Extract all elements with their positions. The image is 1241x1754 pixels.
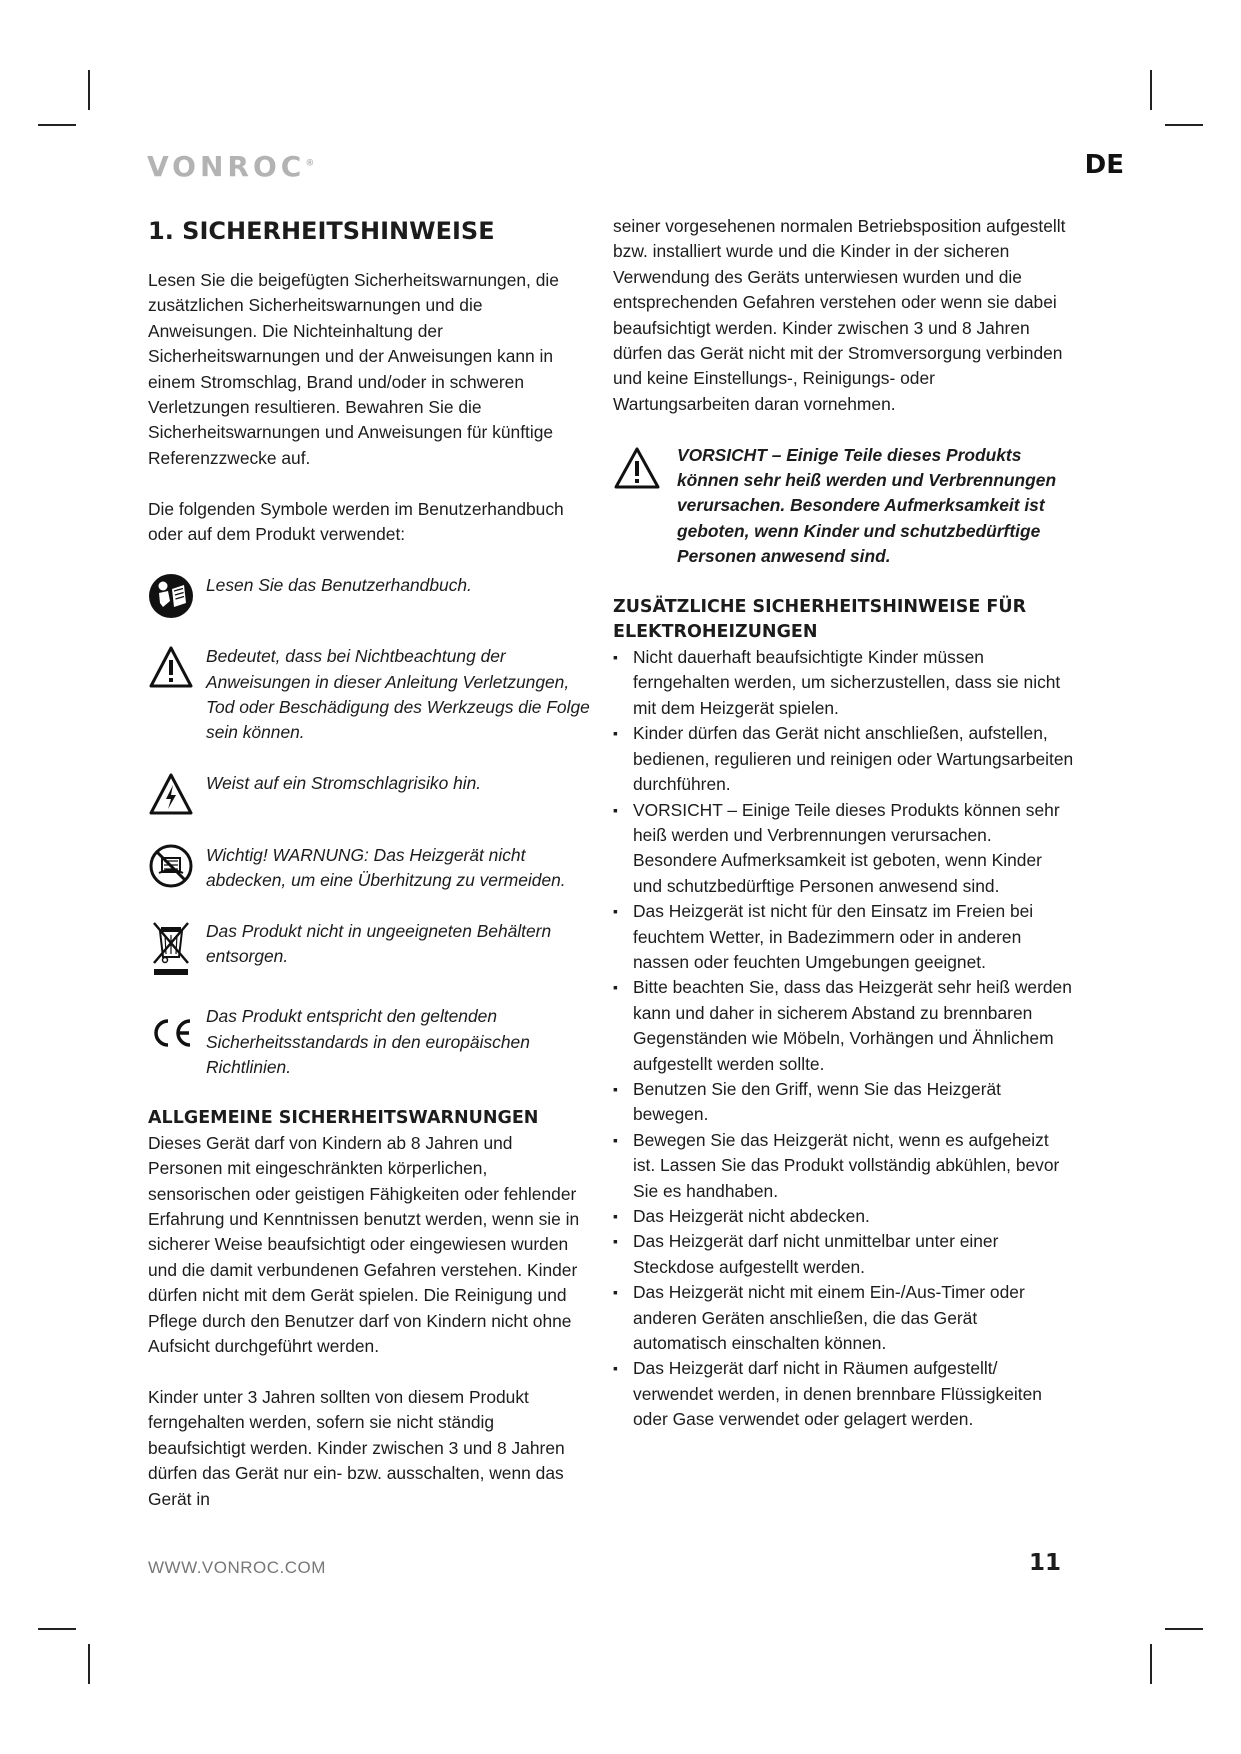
list-item: ▪ Das Heizgerät ist nicht für den Einsatz im Freien bei feuchtem Wetter, in Badezimmern oder in anderen nassen oder feuchten Umgebungen geeignet. [613,899,1075,975]
general-paragraph: Dieses Gerät darf von Kindern ab 8 Jahren und Personen mit eingeschränkten körperlichen, sensorischen oder geistigen Fähigkeiten oder fehlender Erfahrung und Kenntnissen benutzt werden, wenn sie in sicherer Weise beaufsichtigt oder eingewiesen wurden und die damit verbundenen Gefahren verstehen. Kinder dürfen nicht mit dem Gerät spielen. Die Reinigung und Pflege durch den Benutzer darf von Kindern nicht ohne Aufsicht durchgeführt werden. [148,1132,580,1357]
symbol-description: Wichtig! WARNUNG: Das Heizgerät nicht abdecken, um eine Überhitzung zu vermeiden. [206,844,566,891]
ce-mark-icon [148,1018,194,1048]
read-manual-icon [148,573,194,619]
crop-mark [1165,124,1203,126]
list-item: ▪ VORSICHT – Einige Teile dieses Produkts können sehr heiß werden und Verbrennungen verursachen. Besondere Aufmerksamkeit ist geboten, wenn Kinder und schutzbedürftige Personen anwesend sind. [613,798,1075,900]
caution-text: VORSICHT – Einige Teile dieses Produkts können sehr heiß werden und Verbrennungen verursachen. Besondere Aufmerksamkeit ist geboten, wenn Kinder und schutzbedürftige Personen anwesend sind. [677,444,1057,567]
warning-triangle-icon [148,644,194,690]
symbol-description: Das Produkt entspricht den geltenden Sicherheitsstandards in den europäischen Richtlinien. [206,1006,530,1078]
symbol-row [148,1004,590,1080]
symbol-description: Das Produkt nicht in ungeeigneten Behältern entsorgen. [206,920,552,967]
electric-shock-icon [148,771,194,817]
caution-block [613,443,1075,570]
general-paragraph: Kinder unter 3 Jahren sollten von diesem Produkt ferngehalten werden, sofern sie nicht ständig beaufsichtigt werden. Kinder zwischen 3 und 8 Jahren dürfen das Gerät nur ein- bzw. ausschalten, wenn das Gerät in [148,1386,565,1509]
symbol-row [148,771,590,817]
list-item: ▪ Kinder dürfen das Gerät nicht anschließen, aufstellen, bedienen, regulieren und reinigen oder Wartungsarbeiten durchführen. [613,721,1075,797]
footer-url[interactable]: WWW.VONROC.COM [148,1558,326,1577]
do-not-cover-icon [148,843,194,889]
language-code: DE [1084,150,1124,180]
symbol-row [148,919,590,979]
extra-safety-heading: ZUSÄTZLICHE SICHERHEITSHINWEISE FÜR ELEKTROHEIZUNGEN [613,597,1027,643]
crop-mark [1165,1628,1203,1630]
continuation-paragraph: seiner vorgesehenen normalen Betriebsposition aufgestellt bzw. installiert wurde und die Kinder in der sicheren Verwendung des Geräts unterwiesen wurden und die entsprechenden Gefahren verstehen oder wenn sie dabei beaufsichtigt werden. Kinder zwischen 3 und 8 Jahren dürfen das Gerät nicht mit der Stromversorgung verbinden und keine Einstellungs-, Reinigungs- oder Wartungsarbeiten daran vornehmen. [613,216,1066,414]
crop-mark [1150,1644,1152,1684]
intro-paragraph: Lesen Sie die beigefügten Sicherheitswarnungen, die zusätzlichen Sicherheitswarnungen und die Anweisungen. Die Nichteinhaltung der Sicherheitswarnungen und der Anweisungen kann in einem Stromschlag, Brand und/oder in schweren Verletzungen resultieren. Bewahren Sie die Sicherheitswarnungen und Anweisungen für künftige Referenzzwecke auf. [148,270,559,468]
list-item: ▪ Das Heizgerät darf nicht unmittelbar unter einer Steckdose aufgestellt werden. [613,1229,1075,1280]
crop-mark [88,70,90,110]
list-item: ▪ Benutzen Sie den Griff, wenn Sie das Heizgerät bewegen. [613,1077,1075,1128]
page-number: 11 [1028,1550,1061,1576]
list-item: ▪ Bitte beachten Sie, dass das Heizgerät sehr heiß werden kann und daher in sicherem Abstand zu brennbaren Gegenständen wie Möbeln, Vorhängen und Ähnlichem aufgestellt werden sollte. [613,975,1075,1077]
symbol-row [148,573,590,619]
symbol-row [148,644,590,746]
crop-mark [38,124,76,126]
warning-triangle-icon [613,445,661,491]
brand-logo: VONROC® [147,150,315,183]
left-column [148,214,590,1537]
list-item: ▪ Das Heizgerät nicht mit einem Ein-/Aus-Timer oder anderen Geräten anschließen, die das Gerät automatisch einschalten können. [613,1280,1075,1356]
right-column [613,214,1075,1433]
safety-list [613,645,1075,1433]
symbol-description: Weist auf ein Stromschlagrisiko hin. [206,773,482,794]
symbol-description: Lesen Sie das Benutzerhandbuch. [206,574,472,595]
section-heading: 1. SICHERHEITSHINWEISE [148,217,495,245]
list-item: ▪ Das Heizgerät nicht abdecken. [613,1204,1075,1229]
weee-bin-icon [148,919,194,979]
list-item: ▪ Bewegen Sie das Heizgerät nicht, wenn es aufgeheizt ist. Lassen Sie das Produkt vollständig abkühlen, bevor Sie es handhaben. [613,1128,1075,1204]
list-item: ▪ Das Heizgerät darf nicht in Räumen aufgestellt/ verwendet werden, in denen brennbare Flüssigkeiten oder Gase verwendet oder gelagert werden. [613,1356,1075,1432]
symbol-row [148,843,590,894]
crop-mark [88,1644,90,1684]
symbols-intro: Die folgenden Symbole werden im Benutzerhandbuch oder auf dem Produkt verwendet: [148,498,564,545]
crop-mark [1150,70,1152,110]
crop-mark [38,1628,76,1630]
general-warnings-heading: ALLGEMEINE SICHERHEITSWARNUNGEN [148,1107,539,1128]
symbol-description: Bedeutet, dass bei Nichtbeachtung der Anweisungen in dieser Anleitung Verletzungen, Tod oder Beschädigung des Werkzeugs die Folge sein können. [206,646,590,743]
list-item: ▪ Nicht dauerhaft beaufsichtigte Kinder müssen ferngehalten werden, um sicherzustellen, dass sie nicht mit dem Heizgerät spielen. [613,645,1075,721]
